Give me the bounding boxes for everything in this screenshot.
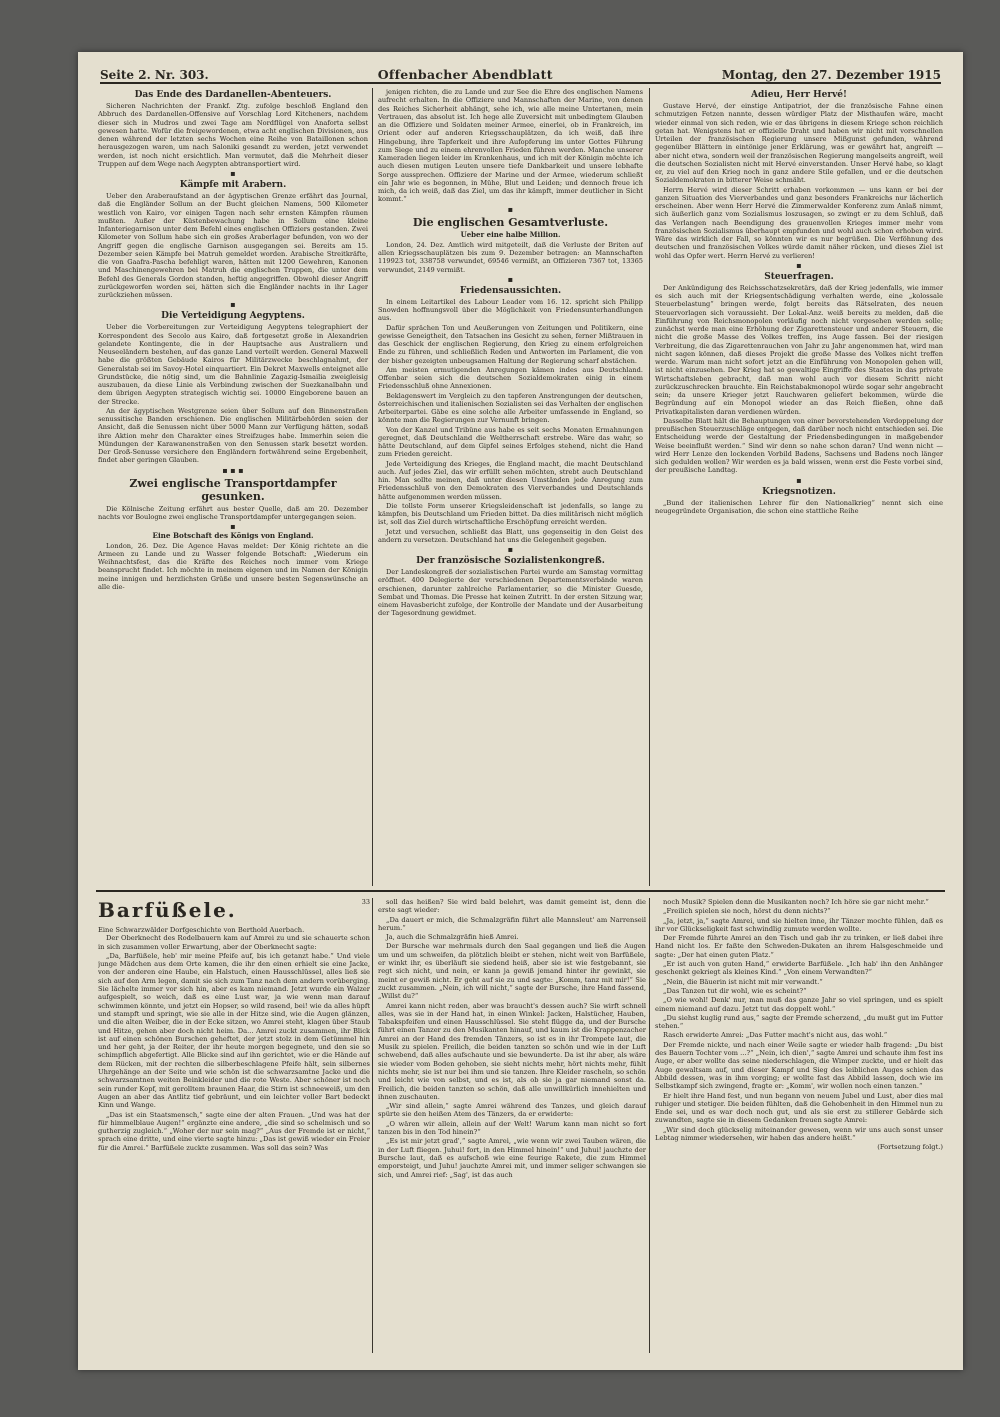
article-text: London, 26. Dez. Die Agence Havas meldet: Der König richtete an die Armeen zu Lande und zu Wasser folgende Botschaft: „Wiederum ein Weihnachtsfest, das die Kräfte des Reiches noch immer vom Kriege beansprucht findet. Ich möchte in meinem eigenen und im Namen der Königin meine innigen und herzlichsten Grüße und unsere besten Segenswünsche an alle die- [98, 541, 368, 591]
novel-text: „Das Tanzen tut dir wohl, wie es scheint?“ [663, 986, 807, 995]
article-text: Am meisten ermutigenden Anregungen kämen indes aus Deutschland. Offenbar seien sich die deutschen Sozialdemokraten einig in einem Friedensschluß ohne Annexionen. [378, 365, 643, 391]
feuilleton-column-2 [378, 898, 646, 1360]
novel-text: noch Musik? Spielen denn die Musikanten noch? Ich höre sie gar nicht mehr.“ [663, 898, 929, 906]
continuation-note: (Fortsetzung folgt.) [877, 1143, 943, 1152]
novel-text: „O wären wir allein, allein auf der Welt! Warum kann man nicht so fort tanzen bis in den Tod hinein?“ [378, 1119, 646, 1137]
novel-text: „Er ist auch von guten Hand,“ erwiderte Barfüßele. „Ich hab' ihn den Anhänger geschenkt gekriegt als kleines Kind.“ „Von einem Verwandten?“ [655, 960, 943, 977]
novel-text: „Du siehst kuglig rund aus,“ sagte der Fremde scherzend, „du mußt gut im Futter stehen.“ [655, 1013, 943, 1031]
newspaper-page [78, 52, 963, 1370]
article-text: Von der Kanzel und Tribüne aus habe es seit sechs Monaten Ermahnungen geregnet, daß Deutschland die Weltherrschaft erstrebe. Wäre das wahr, so hätte Deutschland, auf dem Gipfel seines Erfolges stehend, nicht die Hand zum Frieden gereicht. [378, 425, 643, 459]
article-text: „Bund der italienischen Lehrer für den Nationalkrieg“ nennt sich eine neugegründete Organisation, die schon eine stattliche Reihe [655, 498, 943, 515]
novel-text: Amrei kann nicht reden, aber was braucht's dessen auch? Sie wirft schnell alles, was sie in der Hand hat, in einen Winkel: Jacken, Halstücher, Hauben, Tabakspfeifen und einen Hausschlüssel. Sie steht flügge da, und der Bursche führt einen Tanzer zu den Musikanten hinauf, und kaum ist die Krappenzacher Amrei an der Hand des fremden Tänzers, so ist es in ihr Trompete laut, die Musik zu spielen. Freilich, die beiden tanzten so schön und wie in der Luft schwebend, daß alles aufschaute und sie bewunderte. Da ist ihr aber, als wäre sie wieder vom Boden gehoben, sie sieht nichts mehr, hört nichts mehr, fühlt nichts mehr, sie ist nur bei ihm und sie tanzen. Ihre Kleider rascheln, so schön und leicht wie von selbst, und es ist, als ob sie ja gar niemand sonst da. Freilich, die beiden tanzten so schön, daß alle unwillkürlich innehielten und ihnen zuschauten. [378, 1001, 646, 1101]
article-text: In einem Leitartikel des Labour Leader vom 16. 12. spricht sich Philipp Snowden hoffnungsvoll über die Möglichkeit von Friedensunterhandlungen aus. [378, 297, 643, 323]
article-text: Die tollste Form unserer Kriegsleidenschaft ist jedenfalls, so lange zu kämpfen, bis Deutschland um Frieden bittet. Da dies militärisch nicht möglich ist, soll das Ziel durch wirtschaftliche Erschöpfung erreicht werden. [378, 501, 643, 527]
feuilleton-column-1 [98, 898, 370, 1360]
novel-text: „Nein, die Bäuerin ist nicht mit mir verwandt.“ [663, 977, 823, 986]
headline: Steuerfragen. [764, 271, 834, 282]
article-text: Dasselbe Blatt hält die Behauptungen von einer bevorstehenden Verdoppelung der preußischen Steuerzuschläge entgegen, daß darüber noch nicht entschieden sei. Die Entscheidung werde der Gestaltung der Friedensbedingungen in maßgebender Weise beeinflußt werden.“ Sind wir denn so nahe schon daran? Und wenn nicht — wird Herr Lenze den lockenden Vorbild Badens, Sachsens und Badens noch länger sich gedulden wollen? Wir werden es ja bald wissen, wenn erst die Feste vorbei sind, der preußische Landtag. [655, 416, 943, 475]
article-text: Die Kölnische Zeitung erfährt aus bester Quelle, daß am 20. Dezember nachts vor Boulogne zwei englische Transportdampfer untergegangen seien. [98, 504, 368, 521]
novel-subtitle: Eine Schwarzwälder Dorfgeschichte von Berthold Auerbach. [98, 926, 305, 934]
headline: Friedensaussichten. [459, 285, 562, 296]
article-text: Beklagenswert im Vergleich zu den tapferen Anstrengungen der deutschen, österreichischen und italienischen Sozialisten sei das Verhalten der englischen Arbeiterpartei. Gäbe es eine solche alle Arbeiter umfassende in England, so könnte man die Regierungen zur Vernunft bringen. [378, 391, 643, 425]
novel-text: Der Fremde führte Amrei an den Tisch und gab ihr zu trinken, er ließ dabei ihre Hand nicht los. Er faßte den Schweden-Dukaten an ihrem Halsgeschmeide und sagte: „Der hat einen guten Platz.“ [655, 934, 943, 959]
article-text: Herrn Hervé wird dieser Schritt erhaben vorkommen — uns kann er bei der ganzen Situation des Vierverbandes und ganz besonders Frankreichs nur lächerlich erscheinen. Aber wenn Herr Hervé die Zimmerwalder Konferenz zum Anlaß nimmt, sich äußerlich ganz vom Sozialismus loszusagen, so zwingt er zu dem Schluß, daß das Verlangen nach Beendigung des grauenvollen Krieges immer mehr vom französischen Sozialismus überhaupt empfunden und wohl auch schon erhoben wird. Wäre das wirklich der Fall, so könnten wir es nur begrüßen. Die Verföhnung des deutschen und französischen Volkes würde damit näher rücken, und dieses Ziel ist wohl das Opfer wert. Herrn Hervé zu verlieren! [655, 185, 943, 260]
article-text: Gustave Hervé, der einstige Antipatriot, der die französische Fahne einen schmutzigen Fetzen nannte, dessen würdiger Platz der Misthaufen wäre, macht wieder einmal von sich reden, wie er das übrigens in diesem Kriege schon reichlich getan hat. Wenigstens hat er offizielle Draht und haben wir nicht mit vorschnellen Urteilen der französischen Regierung unsere Mißgunst gefunden, während gegenüber Blättern in eintönige jener Erklärung, was er gewährt hat, angreift — aber nicht etwa, sondern weil der französischen Regierung mangelseits angreift, weil die deutschen Sozialisten nicht mit Hervé einverstanden. Unser Hervé habe, so klagt er, zu viel auf den Krieg noch in ganz andere Stile gefallen, und er die deutschen Sozialdemokraten in bitterer Weise schmäht. [655, 102, 943, 185]
feuilleton-column-3 [655, 898, 943, 1360]
novel-text: „Da dauert er mich, die Schmalzgräfin führt alle Mannsleut' am Narrenseil herum.“ [378, 915, 646, 932]
headline: Der französische Sozialistenkongreß. [416, 556, 605, 566]
article-text: jenigen richten, die zu Lande und zur See die Ehre des englischen Namens aufrecht erhalten. In die Offiziere und Mannschaften der Marine, von denen des Reiches Sicherheit abhängt, sehe ich, wie alle meine Untertanen, mein Vertrauen, das absolut ist. Ich hege alle Zuversicht mit unbedingtem Glauben an die Offiziere und Soldaten meiner Armee, einerlei, ob in Frankreich, im Orient oder auf anderen Kriegsschauplätzen, da ich weiß, daß ihre Hingebung, ihre Tapferkeit und ihre Aufopferung im unter Gottes Führung zum Siege und zu einem ehrenvollen Frieden führen werden. Manche unserer Kameraden liegen leider im Krankenhaus, und ich mit der Königin möchte ich auch diesen mutigen Leuten unsere tiefe Dankbarkeit und unsere lebhafte Sorge aussprechen. Offiziere der Marine und der Armee, wiederum schließt ein Jahr wie es begonnen, in Mühe, Blut und Leiden; und dennoch freue ich mich, da ich weiß, daß das Ziel, um das ihr kämpft, immer deutlicher in Sicht kommt.“ [378, 88, 643, 204]
article-text: Ueber den Araberaufstand an der ägyptischen Grenze erfährt das Journal, daß die Engländer Sollum an der Bucht gleichen Namens, 500 Kilometer westlich von Kairo, vor einigen Tagen nach sehr ernsten Kämpfen räumen mußten. Außer der Küstenbewachung habe in Sollum eine kleine Infanteriegarnison unter dem Befehl eines englischen Offiziers gestanden. Zwei Kilometer von Sollum habe sich ein großes Araberlager befunden, von wo der Angriff gegen die englische Garnison ausgegangen sei. Bereits am 15. Dezember seien Kämpfe bei Matruh gemeldet worden. Arabische Streitkräfte, die von Gaafra-Pascha befehligt waren, hätten mit 1200 Gewehren, Kanonen und Maschinengewehren bei Matruh die englischen Truppen, die unter dem Befehl des Generals Gordon standen, heftig angegriffen. Obwohl dieser Angriff zurückgeworfen worden sei, hätten sich die Engländer nachts in ihr Lager zurückziehen müssen. [98, 192, 368, 299]
novel-text: „Es ist mir jetzt grad',“ sagte Amrei, „wie wenn wir zwei Tauben wären, die in der Luft fliegen. Juhui! fort, in den Himmel hinein!“ und Juhui! jauchzte der Bursche laut, daß es aufschoß wie eine feurige Rakete, die zum Himmel emporsteigt, und Juhu! jauchzte Amrei mit, und immer seliger schwangen sie sich, und Amrei rief: „Sag', ist das auch [378, 1137, 646, 1179]
feuilleton-divider [96, 890, 945, 892]
masthead [100, 60, 941, 84]
column-divider [649, 88, 650, 886]
novel-text: „Da, Barfüßele, heb' mir meine Pfeife auf, bis ich getanzt habe.“ Und viele junge Mädchen aus dem Orte kamen, die ihr den einen erhielt sie eine Jacke, von der anderen eine Haube, ein Halstuch, einen Hausschlüssel, alles ließ sie sich auf den Arm legen, damit sie sich zum Tanz nach dem andern vorüberging. Sie lächelte immer vor sich hin, aber es kam niemand. Jetzt wurde ein Walzer aufgespielt, so weich, daß es eine Lust war, ja wie wenn man darauf schwimmen könnte, und jetzt ein Hopser, so wild rasend, bei! wie da alles hüpft und stampft und springt, wie sie alle in der Hitze sind, wie die Augen glänzen, und die alten Weiber, die in der Ecke sitzen, wo Amrei steht, klagen über Staub und Hitze, gehen aber doch nicht heim. Da... Amrei zuckt zusammen, ihr Blick ist auf einen schönen Burschen geheftet, der jetzt stolz in dem Getümmel hin und her geht, ja der Reiter, der ihr heute morgen begegnete, und den sie so schimpflich abgefertigt. Alle Blicke sind auf ihn gerichtet, wie er die Hände auf dem Rücken, mit der rechten die silberbeschlagene Pfeife hält, sein silbernes Uhrgehänge an der Seite und wie schön ist die schwarzsamtne Jacke und die schwarzsamtnen weiten Beinkleider und die rote Weste. Aber schöner ist noch sein runder Kopf, mit gerolltem braunen Haar, die Stirn ist schneeweiß, um den Augen an aber das Antlitz tief gebräunt, und ein leichter voller Bart bedeckt Kinn und Wange. [98, 951, 370, 1110]
novel-text: „O wie wohl! Denk' nur, man muß das ganze Jahr so viel springen, und es spielt einem niemand auf dazu. Jetzt tut das doppelt wohl.“ [655, 996, 943, 1013]
novel-text: Er hielt ihre Hand fest, und nun begann von neuem Jubel und Lust, aber dies mal ruhiger und stetiger. Die beiden fühlten, daß die Gehobenheit in den Himmel nun zu Ende sei, und es war doch noch gut, und als sie erst zu stillerer Gebärde sich zuwandten, sagte sie in diesem Gedanken freuen sagte Amrei: [655, 1091, 943, 1125]
subheadline: Ueber eine halbe Million. [460, 229, 561, 239]
column-divider [372, 88, 373, 886]
novel-text: „Das ist ein Staatsmensch,“ sagte eine der alten Frauen. „Und was hat der für himmelblaue Augen!“ ergänzte eine andere, „die sind so schelmisch und so gutherzig zugleich.“ „Woher der nur sein mag?“ „Aus der Fremde ist er nicht,“ sprach eine dritte, und eine vierte sagte hinzu: „Das ist gewiß wieder ein Freier für die Amrei.“ Barfüßele zuckte zusammen. Was soll das sein? Was [98, 1110, 370, 1152]
novel-text: Ja, auch die Schmalzgräfin hieß Amrei. [386, 933, 519, 942]
article-text: Sicheren Nachrichten der Frankf. Ztg. zufolge beschloß England den Abbruch des Dardanellen-Offensive auf Vorschlag Lord Kitcheners, nachdem dieser sich in Mudros und zwei Tage am Nordflügel von Anaforta selbst gewesen hatte. Wofür die freigewordenen, etwa acht englischen Divisionen, aus denen während der letzten sechs Wochen eine Reihe von Bataillonen schon herausgezogen waren, um nach Saloniki gesandt zu werden, jetzt verwendet werden, ist noch nicht ersichtlich. Man vermutet, daß die Mehrheit dieser Truppen auf dem Wege nach Aegypten abtransportiert wird. [98, 102, 368, 168]
novel-text: „Wir sind allein,“ sagte Amrei während des Tanzes, und gleich darauf spürte sie den heißen Atem des Tänzers, da er erwiderte: [378, 1102, 646, 1119]
page-number: Seite 2. Nr. 303. [100, 68, 209, 82]
novel-title: Barfüßele. [98, 898, 237, 922]
article-text: Der Landeskongreß der sozialistischen Partei wurde am Samstag vormittag eröffnet. 400 Delegierte der verschiedenen Departementsverbände waren erschienen, darunter zahlreiche Parlamentarier, so die Minister Guesde, Sembat und Thomas. Die Presse hat keinen Zutritt. In der ersten Sitzung war, einem Havasbericht zufolge, der Kontrolle der Mandate und der Ausarbeitung der Tagesordnung gewidmet. [378, 568, 643, 618]
installment-number: 33 [361, 898, 370, 906]
novel-text: Rasch erwiderte Amrei: „Das Futter macht's nicht aus, das wohl.“ [663, 1031, 888, 1040]
novel-text: Der Oberknecht des Rodelbauern kam auf Amrei zu und sie schauerte schon in sich zusammen voller Erwartung, aber der Oberknecht sagte: [98, 934, 370, 951]
headline: Kriegsnotizen. [762, 486, 836, 497]
novel-text: Der Fremde nickte, und nach einer Weile sagte er wieder halb fragend: „Du bist des Bauern Tochter vom ...?“ „Nein, ich dien',“ sagte Amrei und schaute ihm fest ins Auge, er aber wollte das seine niederschlagen, die Wimper zuckte, und er hielt das Auge gewaltsam auf, und dieser Kampf und Sieg des leiblichen Auges schien das Abbild dessen, was in ihm vorging; er wollte fast das Abbild lassen, doch wie im Selbstkampf sich zwingend, fragte er: „Komm', wir wollen noch einen tanzen.“ [655, 1040, 943, 1091]
headline: Zwei englische Transportdampfer gesunken. [129, 476, 337, 503]
novel-text: „Freilich spielen sie noch, hörst du denn nichts?“ [663, 907, 831, 916]
novel-text: soll das heißen? Sie wird bald belehrt, was damit gemeint ist, denn die erste sagt wieder: [378, 898, 646, 915]
column-1: Das Ende des Dardanellen-Abenteuers. Sicheren Nachrichten der Frankf. Ztg. zufolge beschloß England den Abbruch des Dardanellen-Offensive auf Vorschlag Lord Kitcheners, nachdem dieser sich in Mudros und zwei Tage am Nordflügel von Anaforta selbst gewesen hatte. Wofür die freigewordenen, etwa acht englischen Divisionen, aus denen während der letzten sechs Wochen eine Reihe von Bataillonen schon herausgezogen waren, um nach Saloniki gesandt zu werden, jetzt verwendet werden, ist noch nicht ersichtlich. Man vermutet, daß die Mehrheit dieser Truppen auf dem Wege nach Aegypten abtransportiert wird. ▪ Kämpfe mit Arabern. Ueber den Araberaufstand an der ägyptischen Grenze erfährt das Journal, daß die Engländer Sollum an der Bucht gleichen Namens, 500 Kilometer westlich von Kairo, vor einigen Tagen nach sehr ernsten Kämpfen räumen mußten. Außer der Küstenbewachung habe in Sollum eine kleine Infanteriegarnison unter dem Befehl eines englischen Offiziers gestanden. Zwei Kilometer von Sollum habe sich ein großes Araberlager befunden, von wo der Angriff gegen die englische Garnison ausgegangen sei. Bereits am 15. Dezember seien Kämpfe bei Matruh gemeldet worden. Arabische Streitkräfte, die von Gaafra-Pascha befehligt waren, hätten mit 1200 Gewehren, Kanonen und Maschinengewehren bei Matruh die englischen Truppen, die unter dem Befehl des Generals Gordon standen, heftig angegriffen. Obwohl dieser Angriff zurückgeworfen worden sei, hätten sich die Engländer nachts in ihr Lager zurückziehen müssen. ▪ Die Verteidigung Aegyptens. Ueber die Vorbereitungen zur Verteidigung Aegyptens telegraphiert der Korrespondent des Secolo aus Kairo, daß fortgesetzt große in Alexandrien gelandete Kontingente, die in der Hauptsache aus Australiern und Neuseeländern bestehen, auf das ganze Land verteilt werden. General Maxwell habe die größten Gebäude Kairos für Militärzwecke beschlagnahmt, der Generalstab sei im Savoy-Hotel einquartiert. Ein Dekret Maxwells enteignet alle Grundstücke, die nötig sind, um die Bahnlinie Zagazig-Ismailia zweigleisig auszubauen, da diese Linie als Verbindung zwischen der Suezkanalbahn und dem übrigen Aegypten strategisch wichtig sei. 10000 Eingeborene bauen an der Strecke. An der ägyptischen Westgrenze seien über Sollum auf den Binnenstraßen senussitische Banden erschienen. Die englischen Militärbehörden seien der Ansicht, daß die Senussen nicht über 5000 Mann zur Verfügung hätten, sodaß ihre Aktion mehr den Charakter eines Streifzuges habe. Immerhin seien die Mündungen der Karawanenstraßen von den Senussen stark besetzt worden. Der Groß-Senusse versichere den Engländern fortwährend seine Ergebenheit, findet aber geringen Glauben. ▪ ▪ ▪ Zwei englische Transportdampfer gesunken. Die Kölnische Zeitung erfährt aus bester Quelle, daß am 20. Dezember nachts vor Boulogne zwei englische Transportdampfer untergegangen seien. ▪ Eine Botschaft des Königs von England. London, 26. Dez. Die Agence Havas meldet: Der König richtete an die Armeen zu Lande und zu Wasser folgende Botschaft: „Wiederum ein Weihnachtsfest, das die Kräfte des Reiches noch immer vom Kriege beansprucht findet. Ich möchte in meinem eigenen und im Namen der Königin meine innigen und herzlichsten Grüße und unsere besten Segenswünsche an alle die- [98, 90, 368, 591]
headline: Eine Botschaft des Königs von England. [152, 531, 314, 540]
column-3: Adieu, Herr Hervé! Gustave Hervé, der einstige Antipatriot, der die französische Fahne einen schmutzigen Fetzen nannte, dessen würdiger Platz der Misthaufen wäre, macht wieder einmal von sich reden, wie er das übrigens in diesem Kriege schon reichlich getan hat. Wenigstens hat er offizielle Draht und haben wir nicht mit vorschnellen Urteilen der französischen Regierung unsere Mißgunst gefunden, während gegenüber Blättern in eintönige jener Erklärung, was er gewährt hat, angreift — aber nicht etwa, sondern weil der französischen Regierung mangelseits angreift, weil die deutschen Sozialisten nicht mit Hervé einverstanden. Unser Hervé habe, so klagt er, zu viel auf den Krieg noch in ganz andere Stile gefallen, und er die deutschen Sozialdemokraten in bitterer Weise schmäht. Herrn Hervé wird dieser Schritt erhaben vorkommen — uns kann er bei der ganzen Situation des Vierverbandes und ganz besonders Frankreichs nur lächerlich erscheinen. Aber wenn Herr Hervé die Zimmerwalder Konferenz zum Anlaß nimmt, sich äußerlich ganz vom Sozialismus loszusagen, so zwingt er zu dem Schluß, daß das Verlangen nach Beendigung des grauenvollen Krieges immer mehr vom französischen Sozialismus überhaupt empfunden und wohl auch schon erhoben wird. Wäre das wirklich der Fall, so könnten wir es nur begrüßen. Die Verföhnung des deutschen und französischen Volkes würde damit näher rücken, und dieses Ziel ist wohl das Opfer wert. Herrn Hervé zu verlieren! ▪ Steuerfragen. Der Ankündigung des Reichsschatzsekretärs, daß der Krieg jedenfalls, wie immer es sich auch mit der Kriegsentschädigung verhalten werde, eine „kolossale Steuerbelastung“ bringen werde, folgt bereits das Rätselraten, des neuen Steuervorlagen sich voraussieht. Der Lokal-Anz. weiß bereits zu melden, daß die Einführung von Reichsmonopolen vorläufig noch nicht vorgesehen werden solle; zunächst werde man eine Erhöhung der Zigarettensteuer und anderer Steuern, die nicht die große Masse des Volkes treffen, ins Auge fassen. Bei der riesigen Verbreitung, die das Zigarettenrauchen von Jahr zu Jahr angenommen hat, wird man nicht sagen können, daß dieses Projekt die große Masse des Volkes nicht treffen werde. Warum man nicht sofort jetzt an die Einführung von Monopolen gehen will, ist nicht einzusehen. Der Krieg hat so gewaltige Eingriffe des Staates in das private Wirtschaftsleben gebracht, daß man wohl auch vor diesem Schritt nicht zurückzuschrecken brauchte. Ein Reichstabakmonopol würde sogar sehr angebracht sein; da unsere Krieger jetzt Rauchwaren geliefert bekommen, würde die Begründung auf ein Monopol wieder an das Reich fließen, ohne daß Privatkapitalisten daran verdienen würden. Dasselbe Blatt hält die Behauptungen von einer bevorstehenden Verdoppelung der preußischen Steuerzuschläge entgegen, daß darüber noch nicht entschieden sei. Die Entscheidung werde der Gestaltung der Friedensbedingungen in maßgebender Weise beeinflußt werden.“ Sind wir denn so nahe schon daran? Und wenn nicht — wird Herr Lenze den lockenden Vorbild Badens, Sachsens und Badens noch länger sich gedulden wollen? Wir werden es ja bald wissen, wenn erst die Feste vorbei sind, der preußische Landtag. ▪ Kriegsnotizen. „Bund der italienischen Lehrer für den Nationalkrieg“ nennt sich eine neugegründete Organisation, die schon eine stattliche Reihe [655, 90, 943, 515]
headline: Die englischen Gesamtverluste. [412, 215, 609, 229]
issue-date: Montag, den 27. Dezember 1915 [721, 68, 941, 82]
novel-text: Der Bursche war mehrmals durch den Saal gegangen und ließ die Augen um und um schweifen, da plötzlich bleibt er stehen, nicht weit von Barfüßele, er winkt ihr, es überläuft sie siedend heiß, aber sie ist wie festgebannt, sie regt sich nicht, und nein, er kann ja gewiß jemand hinter ihr gewinkt, sie meint er gewiß nicht. Er geht auf sie zu und sagte: „Komm, tanz mit mir!“ Sie zuckt zusammen. „Nein, ich will nicht,“ sagte der Bursche, ihre Hand fassend, „Willst du?“ [378, 942, 646, 1001]
article-text: Jede Verteidigung des Krieges, die England macht, die macht Deutschland auch. Auf jedes Ziel, das wir erfüllt sehen möchten, strebt auch Deutschland hin. Man sollte meinen, daß unter diesen Umständen jede Anregung zum Friedensschluß von den Demokraten des Vierverbandes und Deutschlands hätte aufgenommen werden müssen. [378, 459, 643, 501]
column-2: jenigen richten, die zu Lande und zur See die Ehre des englischen Namens aufrecht erhalten. In die Offiziere und Mannschaften der Marine, von denen des Reiches Sicherheit abhängt, sehe ich, wie alle meine Untertanen, mein Vertrauen, das absolut ist. Ich hege alle Zuversicht mit unbedingtem Glauben an die Offiziere und Soldaten meiner Armee, einerlei, ob in Frankreich, im Orient oder auf anderen Kriegsschauplätzen, da ich weiß, daß ihre Hingebung, ihre Tapferkeit und ihre Aufopferung im unter Gottes Führung zum Siege und zu einem ehrenvollen Frieden führen werden. Manche unserer Kameraden liegen leider im Krankenhaus, und ich mit der Königin möchte ich auch diesen mutigen Leuten unsere tiefe Dankbarkeit und unsere lebhafte Sorge aussprechen. Offiziere der Marine und der Armee, wiederum schließt ein Jahr wie es begonnen, in Mühe, Blut und Leiden; und dennoch freue ich mich, da ich weiß, daß das Ziel, um das ihr kämpft, immer deutlicher in Sicht kommt.“ ▪ Die englischen Gesamtverluste. Ueber eine halbe Million. London, 24. Dez. Amtlich wird mitgeteilt, daß die Verluste der Briten auf allen Kriegsschauplätzen bis zum 9. Dezember betragen: an Mannschaften 119923 tot, 338758 verwundet, 69546 vermißt, an Offizieren 7367 tot, 13365 verwundet, 2149 vermißt. ▪ Friedensaussichten. In einem Leitartikel des Labour Leader vom 16. 12. spricht sich Philipp Snowden hoffnungsvoll über die Möglichkeit von Friedensunterhandlungen aus. Dafür sprächen Ton und Aeußerungen von Zeitungen und Politikern, eine gewisse Geneigtheit, den Tatsachen ins Gesicht zu sehen, ferner Mißtrauen in das Geschick der englischen Regierung, den Krieg zu einem erfolgreichen Ende zu führen, und schließlich Reden und Antworten im Parlament, die von der bisher gezeigten unbeugsamen Haltung der Regierung scharf abstächen. Am meisten ermutigenden Anregungen kämen indes aus Deutschland. Offenbar seien sich die deutschen Sozialdemokraten einig in einem Friedensschluß ohne Annexionen. Beklagenswert im Vergleich zu den tapferen Anstrengungen der deutschen, österreichischen und italienischen Sozialisten sei das Verhalten der englischen Arbeiterpartei. Gäbe es eine solche alle Arbeiter umfassende in England, so könnte man die Regierungen zur Vernunft bringen. Von der Kanzel und Tribüne aus habe es seit sechs Monaten Ermahnungen geregnet, daß Deutschland die Weltherrschaft erstrebe. Wäre das wahr, so hätte Deutschland, auf dem Gipfel seines Erfolges stehend, nicht die Hand zum Frieden gereicht. Jede Verteidigung des Krieges, die England macht, die macht Deutschland auch. Auf jedes Ziel, das wir erfüllt sehen möchten, strebt auch Deutschland hin. Man sollte meinen, daß unter diesen Umständen jede Anregung zum Friedensschluß von den Demokraten des Vierverbandes und Deutschlands hätte aufgenommen werden müssen. Die tollste Form unserer Kriegsleidenschaft ist jedenfalls, so lange zu kämpfen, bis Deutschland um Frieden bittet. Da dies militärisch nicht möglich ist, soll das Ziel durch wirtschaftliche Erschöpfung erreicht werden. Jetzt und versuchen, schließt das Blatt, uns gegenseitig in den Geist des andern zu versetzen. Deutschland hat uns die Gelegenheit gegeben. ▪ Der französische Sozialistenkongreß. Der Landeskongreß der sozialistischen Partei wurde am Samstag vormittag eröffnet. 400 Delegierte der verschiedenen Departementsverbände waren erschienen, darunter zahlreiche Parlamentarier, so die Minister Guesde, Sembat und Thomas. Die Presse hat keinen Zutritt. In der ersten Sitzung war, einem Havasbericht zufolge, der Kontrolle der Mandate und der Ausarbeitung der Tagesordnung gewidmet. [378, 88, 643, 618]
column-divider [372, 898, 373, 1353]
article-text: Ueber die Vorbereitungen zur Verteidigung Aegyptens telegraphiert der Korrespondent des Secolo aus Kairo, daß fortgesetzt große in Alexandrien gelandete Kontingente, die in der Hauptsache aus Australiern und Neuseeländern bestehen, auf das ganze Land verteilt werden. General Maxwell habe die größten Gebäude Kairos für Militärzwecke beschlagnahmt, der Generalstab sei im Savoy-Hotel einquartiert. Ein Dekret Maxwells enteignet alle Grundstücke, die nötig sind, um die Bahnlinie Zagazig-Ismailia zweigleisig auszubauen, da diese Linie als Verbindung zwischen der Suezkanalbahn und dem übrigen Aegypten strategisch wichtig sei. 10000 Eingeborene bauen an der Strecke. [98, 323, 368, 406]
article-text: London, 24. Dez. Amtlich wird mitgeteilt, daß die Verluste der Briten auf allen Kriegsschauplätzen bis zum 9. Dezember betragen: an Mannschaften 119923 tot, 338758 verwundet, 69546 vermißt, an Offizieren 7367 tot, 13365 verwundet, 2149 vermißt. [378, 240, 643, 274]
novel-text: „Wir sind doch glückselig miteinander gewesen, wenn wir uns auch sonst unser Lebtag nimmer wiedersehen, wir haben das andere heißt.“ [655, 1125, 943, 1143]
column-divider [649, 898, 650, 1353]
headline: Die Verteidigung Aegyptens. [161, 311, 305, 322]
headline: Kämpfe mit Arabern. [179, 180, 287, 190]
article-text: Jetzt und versuchen, schließt das Blatt, uns gegenseitig in den Geist des andern zu versetzen. Deutschland hat uns die Gelegenheit gegeben. [378, 527, 643, 544]
newspaper-title: Offenbacher Abendblatt [377, 67, 553, 82]
article-text: Der Ankündigung des Reichsschatzsekretärs, daß der Krieg jedenfalls, wie immer es sich auch mit der Kriegsentschädigung verhalten werde, eine „kolossale Steuerbelastung“ bringen werde, folgt bereits das Rätselraten, des neuen Steuervorlagen sich voraussieht. Der Lokal-Anz. weiß bereits zu melden, daß die Einführung von Reichsmonopolen vorläufig noch nicht vorgesehen werden solle; zunächst werde man eine Erhöhung der Zigarettensteuer und anderer Steuern, die nicht die große Masse des Volkes treffen, ins Auge fassen. Bei der riesigen Verbreitung, die das Zigarettenrauchen von Jahr zu Jahr angenommen hat, wird man nicht sagen können, daß dieses Projekt die große Masse des Volkes nicht treffen werde. Warum man nicht sofort jetzt an die Einführung von Monopolen gehen will, ist nicht einzusehen. Der Krieg hat so gewaltige Eingriffe des Staates in das private Wirtschaftsleben gebracht, daß man wohl auch vor diesem Schritt nicht zurückzuschrecken brauchte. Ein Reichstabakmonopol würde sogar sehr angebracht sein; da unsere Krieger jetzt Rauchwaren geliefert bekommen, würde die Begründung auf ein Monopol wieder an das Reich fließen, ohne daß Privatkapitalisten daran verdienen würden. [655, 283, 943, 416]
headline: Das Ende des Dardanellen-Abenteuers. [134, 90, 332, 100]
headline: Adieu, Herr Hervé! [751, 90, 847, 100]
article-text: Dafür sprächen Ton und Aeußerungen von Zeitungen und Politikern, eine gewisse Geneigtheit, den Tatsachen ins Gesicht zu sehen, ferner Mißtrauen in das Geschick der englischen Regierung, den Krieg zu einem erfolgreichen Ende zu führen, und schließlich Reden und Antworten im Parlament, die von der bisher gezeigten unbeugsamen Haltung der Regierung scharf abstächen. [378, 323, 643, 365]
article-text: An der ägyptischen Westgrenze seien über Sollum auf den Binnenstraßen senussitische Banden erschienen. Die englischen Militärbehörden seien der Ansicht, daß die Senussen nicht über 5000 Mann zur Verfügung hätten, sodaß ihre Aktion mehr den Charakter eines Streifzuges habe. Immerhin seien die Mündungen der Karawanenstraßen von den Senussen stark besetzt worden. Der Groß-Senusse versichere den Engländern fortwährend seine Ergebenheit, findet aber geringen Glauben. [98, 406, 368, 465]
novel-text: „Ja, jetzt, ja,“ sagte Amrei, und sie hielten inne, ihr Tänzer mochte fühlen, daß es ihr vor Glückseligkeit fast schwindlig zumute werden wollte. [655, 916, 943, 933]
